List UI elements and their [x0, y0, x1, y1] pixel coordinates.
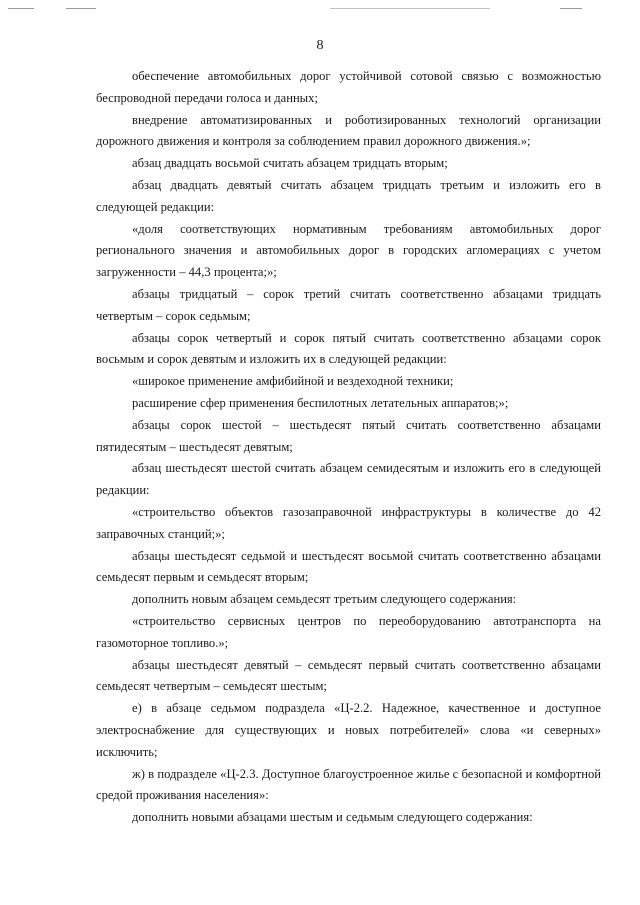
paragraph: «строительство объектов газозаправочной инфраструктуры в количестве до 42 заправочных станций;»; — [96, 504, 601, 541]
page-number: 8 — [316, 38, 324, 53]
paragraph: расширение сфер применения беспилотных летательных аппаратов;»; — [132, 395, 509, 410]
scan-artifact — [560, 8, 582, 9]
paragraph: «широкое применение амфибийной и вездеходной техники; — [132, 374, 454, 389]
paragraph: дополнить новыми абзацами шестым и седьмым следующего содержания: — [132, 810, 533, 825]
document-body — [96, 66, 601, 829]
paragraph: абзацы шестьдесят седьмой и шестьдесят восьмой считать соответственно абзацами семьдесят первым и семьдесят вторым; — [96, 548, 601, 585]
scan-artifact — [330, 8, 490, 9]
paragraph: «строительство сервисных центров по переоборудованию автотранспорта на газомоторное топливо.»; — [96, 613, 601, 650]
paragraph: абзац шестьдесят шестой считать абзацем семидесятым и изложить его в следующей редакции: — [96, 461, 601, 498]
scan-artifact — [8, 8, 34, 9]
paragraph: абзацы сорок четвертый и сорок пятый считать соответственно абзацами сорок восьмым и сорок девятым и изложить их в следующей редакции: — [96, 330, 601, 367]
paragraph: абзац двадцать восьмой считать абзацем тридцать вторым; — [132, 156, 448, 171]
paragraph: абзац двадцать девятый считать абзацем тридцать третьим и изложить его в следующей редакции: — [96, 177, 601, 214]
paragraph: дополнить новым абзацем семьдесят третьим следующего содержания: — [132, 592, 517, 607]
paragraph: ж) в подразделе «Ц-2.3. Доступное благоустроенное жилье с безопасной и комфортной средой проживания населения»: — [96, 766, 601, 803]
paragraph: абзацы шестьдесят девятый – семьдесят первый считать соответственно абзацами семьдесят четвертым – семьдесят шестым; — [96, 657, 601, 694]
scan-artifact — [66, 8, 96, 9]
paragraph: е) в абзаце седьмом подраздела «Ц-2.2. Надежное, качественное и доступное электроснабжение для существующих и новых потребителей» слова «и северных» исключить; — [96, 701, 601, 759]
paragraph: внедрение автоматизированных и роботизированных технологий организации дорожного движения и контроля за соблюдением правил дорожного движения.»; — [96, 112, 601, 149]
paragraph: абзацы тридцатый – сорок третий считать соответственно абзацами тридцать четвертым – сорок седьмым; — [96, 286, 601, 323]
paragraph: обеспечение автомобильных дорог устойчивой сотовой связью с возможностью беспроводной передачи голоса и данных; — [96, 69, 601, 105]
paragraph: абзацы сорок шестой – шестьдесят пятый считать соответственно абзацами пятидесятым – шестьдесят девятым; — [96, 417, 601, 454]
paragraph: «доля соответствующих нормативным требованиям автомобильных дорог регионального значения и автомобильных дорог в городских агломерациях с учетом загруженности – 44,3 процента;»; — [96, 221, 601, 280]
